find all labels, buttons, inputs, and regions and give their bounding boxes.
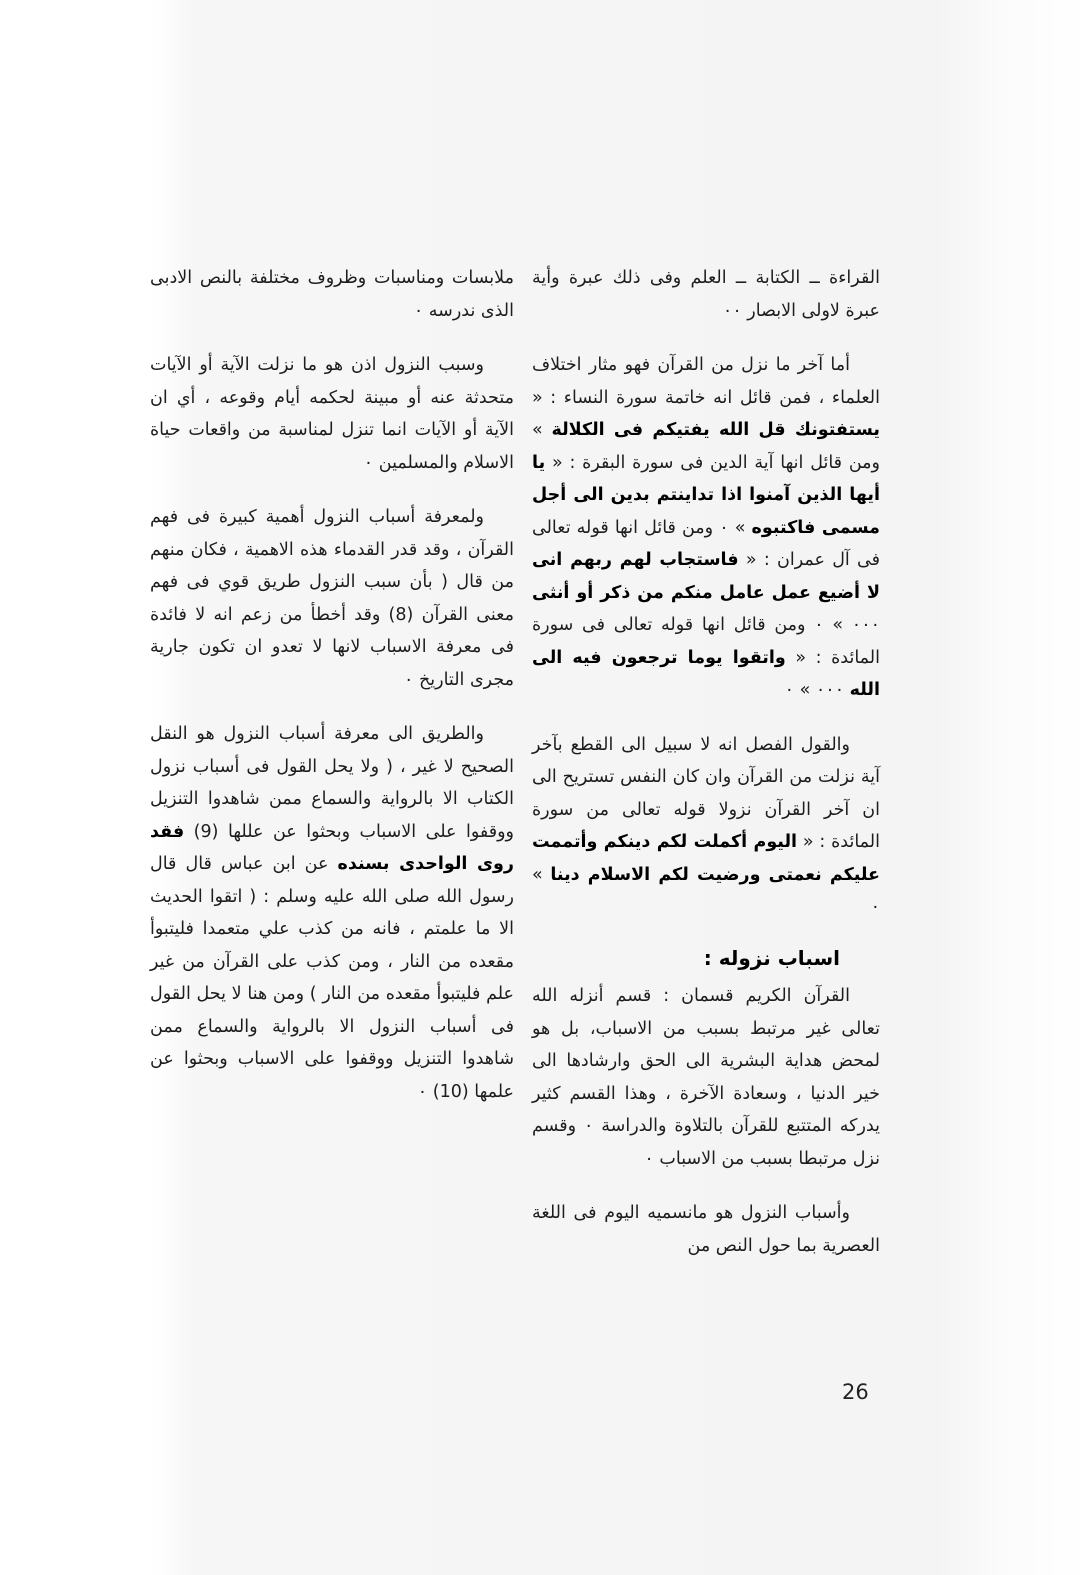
right-paragraph-4: القرآن الكريم قسمان : قسم أنزله الله تعالى غير مرتبط بسبب من الاسباب، بل هو لمحض هداية البشرية الى الحق وارشادها الى خير الدنيا ، وسعادة الآخرة ، وهذا القسم كثير يدركه المتتبع للقرآن بالتلاوة والدراسة ٠ وقسم نزل مرتبطا بسبب من الاسباب ٠ [532, 986, 880, 1169]
text-run: » ومن قائل انها آية الدين فى سورة البقرة : « [532, 420, 880, 473]
text-run: » ٠ ومن قائل انها قوله تعالى فى آل عمران : « [532, 517, 880, 570]
text-run: والقول الفصل انه لا سبيل الى القطع بآخر آية نزلت من القرآن وان كان النفس تستريح الى ان آخر القرآن نزولا قوله تعالى من سورة المائدة : « [532, 734, 880, 852]
left-paragraph-2: وسبب النزول اذن هو ما نزلت الآية أو الآيات متحدثة عنه أو مبينة لحكمه أيام وقوعه ، أي ان الآية أو الآيات انما تنزل لمناسبة من واقعات حياة الاسلام والمسلمين ٠ [150, 355, 514, 473]
quran-quote: واتقوا يوما ترجعون فيه الى الله [532, 647, 880, 700]
text-run: ٠٠٠ » ٠ ومن قائل انها قوله تعالى فى سورة المائدة : « [532, 615, 880, 668]
left-paragraph-1: ملابسات ومناسبات وظروف مختلفة بالنص الادبى الذى ندرسه ٠ [150, 268, 514, 321]
text-run: والطريق الى معرفة أسباب النزول هو النقل الصحيح لا غير ، ( ولا يحل القول فى أسباب نزول الكتاب الا بالرواية والسماع ممن شاهدوا التنزيل ووقفوا على الاسباب وبحثوا عن عللها (9) [150, 724, 514, 842]
left-paragraph-3: ولمعرفة أسباب النزول أهمية كبيرة فى فهم القرآن ، وقد قدر القدماء هذه الاهمية ، فكان منهم من قال ( بأن سبب النزول طريق قوي فى فهم معنى القرآن (8) وقد أخطأ من زعم انه لا فائدة فى معرفة الاسباب لانها لا تعدو ان تكون جارية مجرى التاريخ ٠ [150, 507, 514, 690]
left-paragraph-4 [150, 718, 514, 1108]
page-number: 26 [842, 1380, 869, 1404]
quran-quote: يستفتونك قل الله يفتيكم فى الكلالة [551, 420, 881, 440]
text-run: » ٠ [532, 864, 880, 917]
right-column [532, 262, 880, 1262]
emphasis-text: فقد روى الواحدى بسنده [150, 821, 515, 874]
quran-quote: اليوم أكملت لكم دينكم وأتممت عليكم نعمتى ورضيت لكم الاسلام دينا [532, 832, 880, 885]
quran-quote: فاستجاب لهم ربهم انى لا أضيع عمل عامل منكم من ذكر أو أنثى [532, 550, 880, 603]
left-column [150, 262, 514, 1108]
section-heading: اسباب نزوله : [703, 945, 840, 970]
right-paragraph-2 [532, 349, 880, 707]
text-run: أما آخر ما نزل من القرآن فهو مثار اختلاف العلماء ، فمن قائل انه خاتمة سورة النساء : « [532, 355, 880, 408]
right-paragraph-1: القراءة ــ الكتابة ــ العلم وفى ذلك عبرة وأية عبرة لاولى الابصار ٠٠ [532, 268, 880, 321]
right-paragraph-5: وأسباب النزول هو مانسميه اليوم فى اللغة العصرية بما حول النص من [532, 1203, 880, 1256]
right-paragraph-3 [532, 729, 880, 924]
text-run: ٠٠٠ » ٠ [784, 680, 850, 700]
quran-quote: يا أيها الذين آمنوا اذا تداينتم بدين الى أجل مسمى فاكتبوه [532, 452, 881, 538]
text-run: عن ابن عباس قال قال رسول الله صلى الله عليه وسلم : ( اتقوا الحديث الا ما علمتم ، فانه من كذب علي متعمدا فليتبوأ مقعده من النار ، ومن كذب على القرآن من غير علم فليتبوأ مقعده من النار ) ومن هنا لا يحل القول فى أسباب النزول الا بالرواية والسماع ممن شاهدوا التنزيل ووقفوا على الاسباب وبحثوا عن علمها (10) ٠ [150, 854, 514, 1102]
